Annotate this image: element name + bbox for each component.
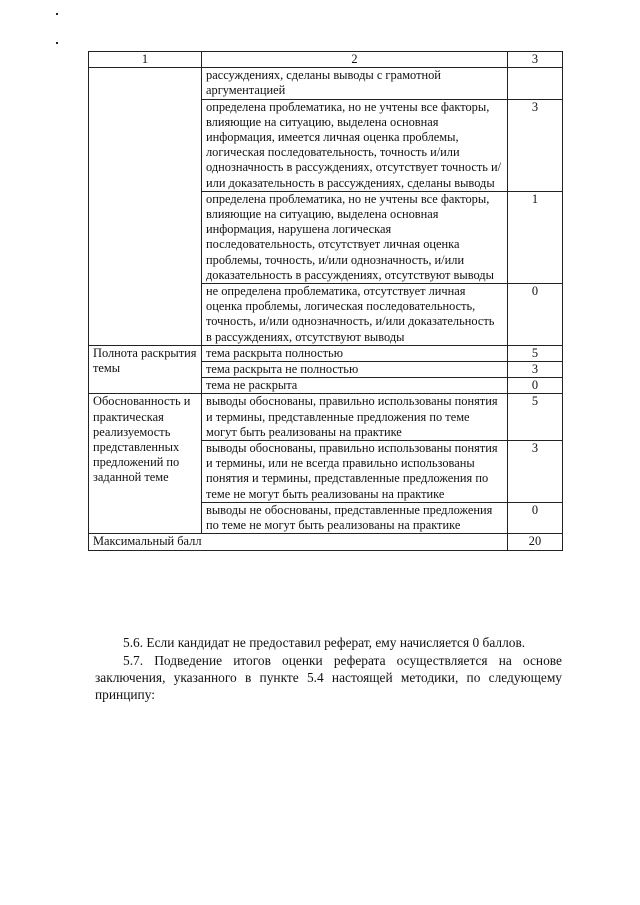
score-cell	[508, 68, 563, 99]
score-cell: 0	[508, 378, 563, 394]
scan-speck-left	[56, 42, 58, 44]
descriptor-cell: определена проблематика, но не учтены все факторы, влияющие на ситуацию, выделена основная информация, нарушена логическая последовательность, отсутствует личная оценка проблемы, точность, и/или однозначность, и/или доказательность в рассуждениях, отсутствуют выводы	[202, 191, 508, 283]
descriptor-cell: тема раскрыта полностью	[202, 345, 508, 361]
scan-speck-top	[56, 13, 58, 15]
descriptor-cell: выводы обоснованы, правильно использованы понятия и термины, представленные предложения по теме могут быть реализованы на практике	[202, 394, 508, 441]
table-row	[89, 68, 563, 99]
total-label: Максимальный балл	[89, 534, 508, 550]
criteria-table	[88, 51, 563, 551]
descriptor-cell: тема раскрыта не полностью	[202, 362, 508, 378]
score-cell: 3	[508, 362, 563, 378]
total-score: 20	[508, 534, 563, 550]
score-cell: 0	[508, 284, 563, 346]
score-cell: 5	[508, 345, 563, 361]
table-row	[89, 345, 563, 361]
score-cell: 1	[508, 191, 563, 283]
header-col-3: 3	[508, 52, 563, 68]
table-header-row	[89, 52, 563, 68]
descriptor-cell: тема не раскрыта	[202, 378, 508, 394]
criterion-cell: Обоснованность и практическая реализуемость представленных предложений по заданной теме	[89, 394, 202, 534]
table-row	[89, 394, 563, 441]
score-cell: 0	[508, 502, 563, 533]
criterion-cell-continued	[89, 68, 202, 346]
score-cell: 3	[508, 441, 563, 503]
paragraph-5-7: 5.7. Подведение итогов оценки реферата осуществляется на основе заключения, указанного в пункте 5.4 настоящей методики, по следующему принципу:	[95, 653, 562, 702]
header-col-2: 2	[202, 52, 508, 68]
descriptor-cell: выводы обоснованы, правильно использованы понятия и термины, или не всегда правильно использованы понятия и термины, представленные предложения по теме не могут быть реализованы на практике	[202, 441, 508, 503]
paragraph-5-6: 5.6. Если кандидат не предоставил реферат, ему начисляется 0 баллов.	[123, 635, 526, 650]
score-cell: 5	[508, 394, 563, 441]
descriptor-cell: определена проблематика, но не учтены все факторы, влияющие на ситуацию, выделена основная информация, имеется личная оценка проблемы, логическая последовательность, точность и/или однозначность в рассуждениях, отсутствует точность и/или доказательность в рассуждениях, сделаны выводы	[202, 99, 508, 191]
criterion-cell: Полнота раскрытия темы	[89, 345, 202, 394]
header-col-1: 1	[89, 52, 202, 68]
descriptor-cell: рассуждениях, сделаны выводы с грамотной аргументацией	[202, 68, 508, 99]
descriptor-cell: не определена проблематика, отсутствует личная оценка проблемы, логическая последовательность, точность, и/или однозначность, и/или доказательность в рассуждениях, отсутствуют выводы	[202, 284, 508, 346]
descriptor-cell: выводы не обоснованы, представленные предложения по теме не могут быть реализованы на практике	[202, 502, 508, 533]
score-cell: 3	[508, 99, 563, 191]
total-row	[89, 534, 563, 550]
